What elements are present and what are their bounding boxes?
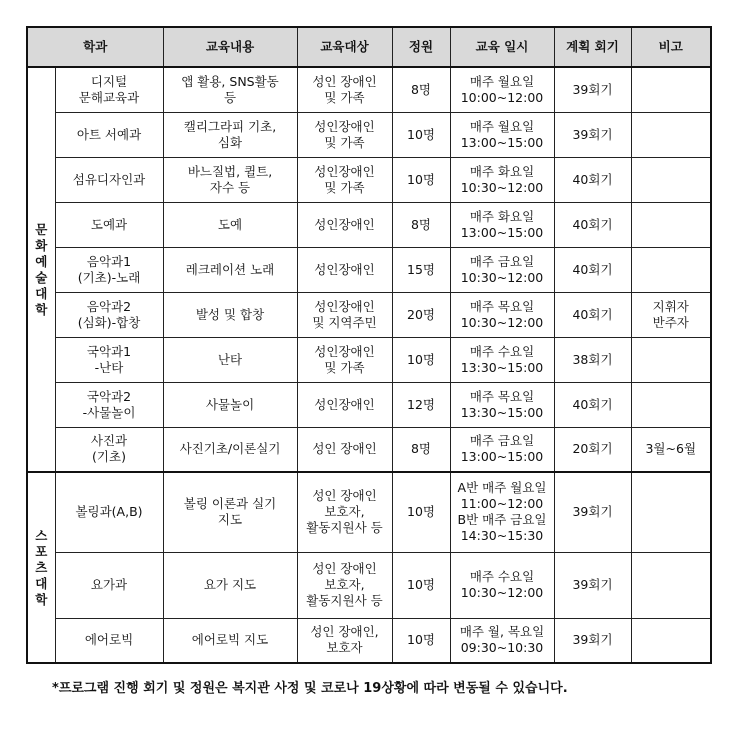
note-cell bbox=[631, 112, 711, 157]
capacity-cell: 10명 bbox=[392, 552, 450, 618]
capacity-cell: 8명 bbox=[392, 67, 450, 112]
college-cell bbox=[27, 67, 55, 472]
capacity-cell: 8명 bbox=[392, 427, 450, 472]
content-cell: 사진기초/이론실기 bbox=[163, 427, 297, 472]
sessions-cell: 39회기 bbox=[554, 67, 631, 112]
note-cell bbox=[631, 67, 711, 112]
sessions-cell: 40회기 bbox=[554, 202, 631, 247]
dept-cell: 에어로빅 bbox=[55, 618, 163, 663]
capacity-cell: 10명 bbox=[392, 618, 450, 663]
dept-cell: 음악과2 (심화)-합창 bbox=[55, 292, 163, 337]
note-cell bbox=[631, 247, 711, 292]
header-dept: 학과 bbox=[27, 27, 163, 67]
table-row bbox=[27, 292, 711, 337]
table-row bbox=[27, 202, 711, 247]
note-cell bbox=[631, 472, 711, 552]
header-content: 교육내용 bbox=[163, 27, 297, 67]
target-cell: 성인장애인 bbox=[297, 202, 392, 247]
datetime-cell: 매주 수요일 13:30~15:00 bbox=[450, 337, 554, 382]
dept-cell: 아트 서예과 bbox=[55, 112, 163, 157]
note-cell bbox=[631, 552, 711, 618]
table-row bbox=[27, 382, 711, 427]
target-cell: 성인 장애인 bbox=[297, 427, 392, 472]
college-label: 문화예술대학 bbox=[35, 221, 48, 317]
note-cell bbox=[631, 337, 711, 382]
datetime-cell: 매주 수요일 10:30~12:00 bbox=[450, 552, 554, 618]
note-cell: 지휘자 반주자 bbox=[631, 292, 711, 337]
target-cell: 성인 장애인 보호자, 활동지원사 등 bbox=[297, 552, 392, 618]
datetime-cell: 매주 화요일 10:30~12:00 bbox=[450, 157, 554, 202]
header-datetime: 교육 일시 bbox=[450, 27, 554, 67]
table-row bbox=[27, 618, 711, 663]
program-schedule-table bbox=[26, 26, 712, 664]
header-sessions: 계획 회기 bbox=[554, 27, 631, 67]
content-cell: 캘리그라피 기초, 심화 bbox=[163, 112, 297, 157]
dept-cell: 국악과2 -사물놀이 bbox=[55, 382, 163, 427]
dept-cell: 섬유디자인과 bbox=[55, 157, 163, 202]
note-cell bbox=[631, 157, 711, 202]
note-cell bbox=[631, 382, 711, 427]
capacity-cell: 15명 bbox=[392, 247, 450, 292]
target-cell: 성인 장애인 보호자, 활동지원사 등 bbox=[297, 472, 392, 552]
college-cell bbox=[27, 472, 55, 663]
datetime-cell: 매주 목요일 10:30~12:00 bbox=[450, 292, 554, 337]
dept-cell: 요가과 bbox=[55, 552, 163, 618]
capacity-cell: 10명 bbox=[392, 112, 450, 157]
sessions-cell: 40회기 bbox=[554, 382, 631, 427]
dept-cell: 국악과1 -난타 bbox=[55, 337, 163, 382]
note-cell: 3월~6월 bbox=[631, 427, 711, 472]
content-cell: 사물놀이 bbox=[163, 382, 297, 427]
sessions-cell: 40회기 bbox=[554, 157, 631, 202]
content-cell: 볼링 이론과 실기 지도 bbox=[163, 472, 297, 552]
content-cell: 바느질법, 퀼트, 자수 등 bbox=[163, 157, 297, 202]
table-row bbox=[27, 337, 711, 382]
header-capacity: 정원 bbox=[392, 27, 450, 67]
datetime-cell: A반 매주 월요일 11:00~12:00 B반 매주 금요일 14:30~15:30 bbox=[450, 472, 554, 552]
dept-cell: 사진과 (기초) bbox=[55, 427, 163, 472]
college-label: 스포츠대학 bbox=[35, 527, 48, 607]
sessions-cell: 39회기 bbox=[554, 472, 631, 552]
table-row bbox=[27, 427, 711, 472]
content-cell: 도예 bbox=[163, 202, 297, 247]
dept-cell: 음악과1 (기초)-노래 bbox=[55, 247, 163, 292]
content-cell: 앱 활용, SNS활동 등 bbox=[163, 67, 297, 112]
target-cell: 성인 장애인, 보호자 bbox=[297, 618, 392, 663]
dept-cell: 디지털 문해교육과 bbox=[55, 67, 163, 112]
datetime-cell: 매주 월요일 10:00~12:00 bbox=[450, 67, 554, 112]
table-row bbox=[27, 552, 711, 618]
table-row bbox=[27, 112, 711, 157]
sessions-cell: 39회기 bbox=[554, 552, 631, 618]
datetime-cell: 매주 월요일 13:00~15:00 bbox=[450, 112, 554, 157]
content-cell: 에어로빅 지도 bbox=[163, 618, 297, 663]
datetime-cell: 매주 월, 목요일 09:30~10:30 bbox=[450, 618, 554, 663]
target-cell: 성인장애인 및 지역주민 bbox=[297, 292, 392, 337]
datetime-cell: 매주 목요일 13:30~15:00 bbox=[450, 382, 554, 427]
content-cell: 요가 지도 bbox=[163, 552, 297, 618]
sessions-cell: 20회기 bbox=[554, 427, 631, 472]
capacity-cell: 10명 bbox=[392, 157, 450, 202]
dept-cell: 볼링과(A,B) bbox=[55, 472, 163, 552]
sessions-cell: 40회기 bbox=[554, 247, 631, 292]
table-row bbox=[27, 247, 711, 292]
capacity-cell: 8명 bbox=[392, 202, 450, 247]
content-cell: 레크레이션 노래 bbox=[163, 247, 297, 292]
header-row bbox=[27, 27, 711, 67]
table-row bbox=[27, 157, 711, 202]
sessions-cell: 40회기 bbox=[554, 292, 631, 337]
header-note: 비고 bbox=[631, 27, 711, 67]
table-body bbox=[27, 67, 711, 663]
capacity-cell: 12명 bbox=[392, 382, 450, 427]
note-cell bbox=[631, 618, 711, 663]
target-cell: 성인장애인 bbox=[297, 247, 392, 292]
target-cell: 성인장애인 및 가족 bbox=[297, 157, 392, 202]
content-cell: 난타 bbox=[163, 337, 297, 382]
datetime-cell: 매주 금요일 13:00~15:00 bbox=[450, 427, 554, 472]
sessions-cell: 39회기 bbox=[554, 112, 631, 157]
target-cell: 성인장애인 및 가족 bbox=[297, 337, 392, 382]
capacity-cell: 10명 bbox=[392, 472, 450, 552]
note-cell bbox=[631, 202, 711, 247]
header-target: 교육대상 bbox=[297, 27, 392, 67]
target-cell: 성인 장애인 및 가족 bbox=[297, 67, 392, 112]
datetime-cell: 매주 금요일 10:30~12:00 bbox=[450, 247, 554, 292]
datetime-cell: 매주 화요일 13:00~15:00 bbox=[450, 202, 554, 247]
table-row bbox=[27, 67, 711, 112]
capacity-cell: 20명 bbox=[392, 292, 450, 337]
dept-cell: 도예과 bbox=[55, 202, 163, 247]
sessions-cell: 38회기 bbox=[554, 337, 631, 382]
table-row bbox=[27, 472, 711, 552]
capacity-cell: 10명 bbox=[392, 337, 450, 382]
sessions-cell: 39회기 bbox=[554, 618, 631, 663]
target-cell: 성인장애인 bbox=[297, 382, 392, 427]
content-cell: 발성 및 합창 bbox=[163, 292, 297, 337]
footnote: *프로그램 진행 회기 및 정원은 복지관 사정 및 코로나 19상황에 따라 변동될 수 있습니다. bbox=[52, 681, 568, 696]
target-cell: 성인장애인 및 가족 bbox=[297, 112, 392, 157]
